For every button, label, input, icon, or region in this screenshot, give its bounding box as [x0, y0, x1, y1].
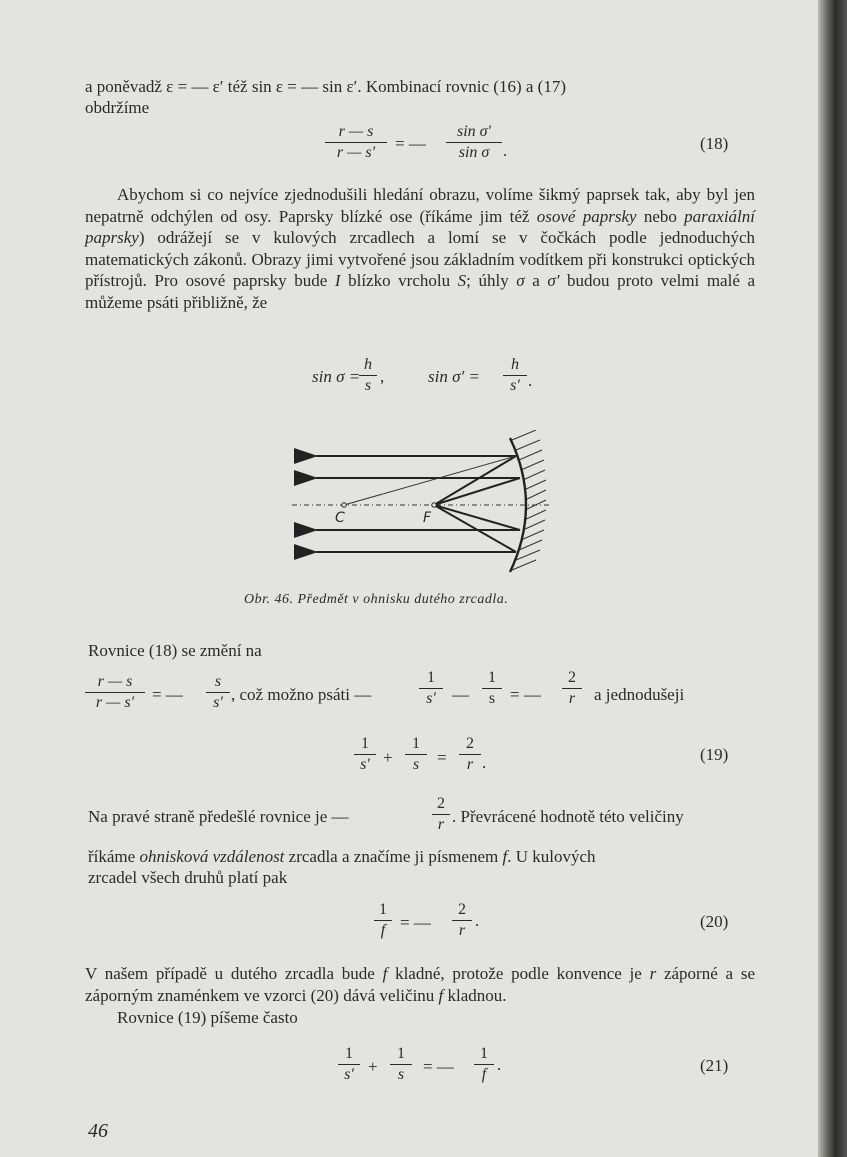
eq21-a-den: s′	[338, 1064, 360, 1085]
eqline-f1-den: r — s′	[85, 692, 145, 713]
para1-text-a: Abychom si co nejvíce zjednodušili hledání obrazu, volíme šikmý paprsek tak, aby byl jen nepatrně odchýlen od osy. Paprsky blízké ose (říkáme jim též	[85, 185, 755, 226]
eqline-f2-den: s′	[206, 692, 230, 713]
eq19-b	[405, 734, 427, 775]
eq18-lhs-num: r — s	[338, 123, 374, 140]
eqline-tail: a jednodušeji	[594, 685, 685, 704]
eqsin-a-num: h	[364, 356, 372, 373]
eqline-text: , což možno psáti —	[231, 685, 372, 704]
eq20-number: (20)	[700, 912, 729, 931]
eq21-number: (21)	[700, 1056, 729, 1075]
eqline-f4-den: s	[482, 688, 502, 709]
eqline-eq1: = —	[152, 685, 183, 704]
symbol-sigma-prime: σ′	[547, 271, 560, 291]
rays-from-focus	[434, 456, 520, 552]
eqsin-a-label: sin σ =	[312, 367, 361, 386]
para2-line1-a: Na pravé straně předešlé rovnice je —	[88, 807, 349, 826]
label-c: C	[335, 510, 345, 526]
page-number: 46	[88, 1120, 108, 1142]
eq18-lhs-den: r — s′	[325, 142, 387, 163]
eq19-a	[354, 734, 376, 775]
eq19-c-num: 2	[466, 735, 474, 752]
para2-line3: zrcadel všech druhů platí pak	[88, 868, 288, 887]
ray-through-centre	[344, 456, 516, 505]
eqline-f5-num: 2	[568, 669, 576, 686]
label-f: F	[423, 510, 432, 526]
para2-line2	[88, 846, 596, 867]
eq20-b-den: r	[452, 920, 472, 941]
para2-frac	[432, 794, 450, 835]
eqline-f5-den: r	[562, 688, 582, 709]
eq19-a-den: s′	[354, 754, 376, 775]
para3-text-e: záporné a se záporným znaménkem ve vzorci (20) dává veličinu	[85, 964, 755, 1005]
eqline-f4	[482, 668, 502, 709]
eq21-c-num: 1	[480, 1045, 488, 1062]
eqsin-comma: ,	[380, 367, 385, 386]
text-line-1: a poněvadž ε = — ε′ též sin ε = — sin ε′. Kombinací rovnic (16) a (17)	[85, 77, 566, 96]
para4: Rovnice (19) píšeme často	[117, 1008, 298, 1027]
para2-frac-den: r	[432, 814, 450, 835]
para2-text-g: . U kulových	[507, 847, 596, 866]
eq19-c-den: r	[459, 754, 481, 775]
eq18-end: .	[503, 141, 508, 160]
paragraph-paraxial	[85, 184, 755, 314]
eq18-rhs-num: sin σ′	[456, 123, 492, 140]
eq21-plus: +	[368, 1057, 378, 1076]
symbol-s: S	[457, 271, 467, 291]
eqline-f4-num: 1	[488, 669, 496, 686]
para3-text-a: V našem případě u dutého zrcadla bude	[85, 964, 383, 983]
eq19-b-num: 1	[412, 735, 420, 752]
eqline-f3	[419, 668, 443, 709]
eq18-number: (18)	[700, 134, 729, 153]
eq21-a-num: 1	[345, 1045, 353, 1062]
eq20-b	[452, 900, 472, 941]
eqline-minus: —	[452, 685, 469, 704]
term-osove-paprsky: osové paprsky	[536, 206, 637, 226]
symbol-f: f	[502, 847, 508, 866]
eq21-a	[338, 1044, 360, 1085]
eq20-a-num: 1	[379, 901, 387, 918]
eq20-a-den: f	[374, 920, 392, 941]
symbol-r: r	[649, 964, 657, 983]
para1-text-g: blízko vrcholu	[340, 271, 458, 291]
para2-text-e: zrcadla a značíme ji písmenem	[284, 847, 503, 866]
eqline-f1-num: r — s	[97, 673, 133, 690]
term-ohniskova-vzdalenost: ohnisková vzdálenost	[139, 847, 285, 866]
term-paraxialni-paprsky: paraxiální paprsky	[85, 206, 755, 248]
eq20-b-num: 2	[458, 901, 466, 918]
para3-text-c: kladné, protože podle konvence je	[387, 964, 650, 983]
eq18-rhs	[446, 122, 502, 163]
para2-line1-b: . Převrácené hodnotě této veličiny	[452, 807, 684, 826]
eqline-f3-num: 1	[427, 669, 435, 686]
eqsin-b-num: h	[511, 356, 519, 373]
eqline-f2-num: s	[214, 673, 222, 690]
eq19-number: (19)	[700, 745, 729, 764]
rovnice-intro: Rovnice (18) se změní na	[88, 641, 262, 660]
para2-text-c: říkáme	[88, 847, 140, 866]
symbol-sigma: σ	[516, 271, 525, 291]
eq21-eq: = —	[423, 1057, 454, 1076]
book-spine	[818, 0, 847, 1157]
figure-caption: Obr. 46. Předmět v ohnisku dutého zrcadla.	[244, 592, 509, 607]
eq19-eq: =	[437, 748, 447, 767]
eq21-b-den: s	[390, 1064, 412, 1085]
para2-frac-num: 2	[437, 795, 445, 812]
eqline-eq2: = —	[510, 685, 541, 704]
eqsin-b-frac	[503, 355, 527, 396]
eq21-c-den: f	[474, 1064, 494, 1085]
eq20-a	[374, 900, 392, 941]
eq20-eq: = —	[400, 913, 431, 932]
eqsin-a-frac	[359, 355, 377, 396]
eq19-plus: +	[383, 748, 393, 767]
symbol-i: I	[334, 271, 341, 291]
eq19-c	[459, 734, 481, 775]
eqline-f2	[206, 672, 230, 713]
eqsin-b-den: s′	[503, 375, 527, 396]
eq19-b-den: s	[405, 754, 427, 775]
eqsin-b-label: sin σ′ =	[428, 367, 480, 386]
symbol-f-2: f	[382, 964, 388, 983]
symbol-f-3: f	[438, 985, 444, 1005]
eq21-c	[474, 1044, 494, 1085]
eqsin-end: .	[528, 371, 533, 390]
eqline-f3-den: s′	[419, 688, 443, 709]
eqsin-a-den: s	[359, 375, 377, 396]
eq18-mid: = —	[395, 134, 426, 153]
mirror-hatching	[512, 430, 546, 570]
concave-mirror-figure	[290, 430, 560, 580]
para1-text-i: ; úhly	[466, 271, 517, 291]
eq21-end: .	[497, 1055, 502, 1074]
eq21-b	[390, 1044, 412, 1085]
para1-text-e: ) odrážejí se v kulových zrcadlech a lomí se v čočkách podle jednoduchých matematických zákonů. Obrazy jimi vytvořené jsou základním vodítkem při konstrukci optických přístrojů. Pro osové paprsky bude	[85, 228, 755, 291]
eq18-lhs	[325, 122, 387, 163]
para1-text-m: budou proto velmi malé a můžeme psáti přibližně, že	[85, 271, 755, 312]
text-line-2: obdržíme	[85, 98, 150, 117]
eq18-rhs-den: sin σ	[446, 142, 502, 163]
eq19-a-num: 1	[361, 735, 369, 752]
para3-text-g: kladnou.	[443, 985, 507, 1005]
eqline-f1	[85, 672, 145, 713]
paragraph-konvence	[85, 963, 755, 1006]
eq20-end: .	[475, 911, 480, 930]
eq19-end: .	[482, 753, 487, 772]
eqline-f5	[562, 668, 582, 709]
centre-point	[342, 503, 346, 507]
para1-text-k: a	[524, 271, 548, 291]
para1-text-c: nebo	[636, 206, 685, 226]
eq21-b-num: 1	[397, 1045, 405, 1062]
focus-point	[432, 503, 436, 507]
